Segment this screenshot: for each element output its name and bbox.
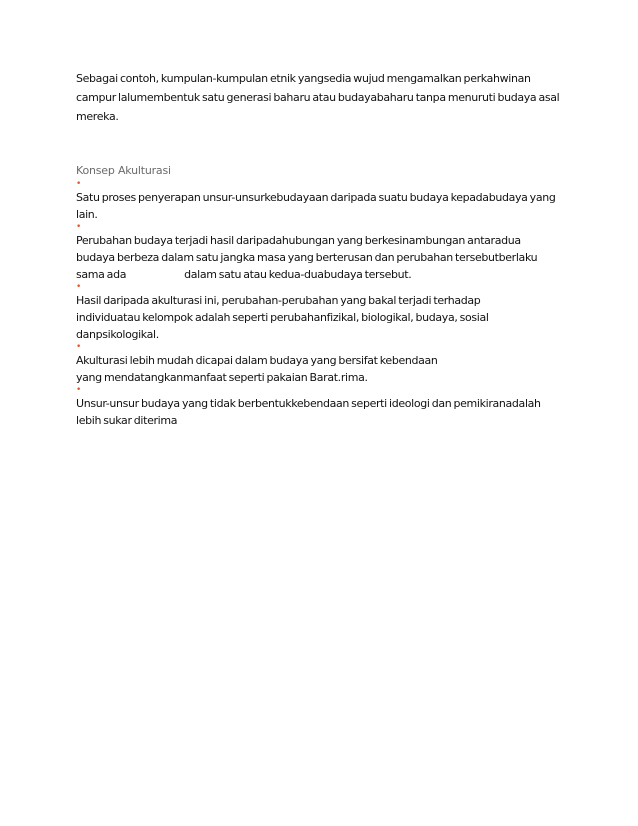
point-line: budaya berbeza dalam satu jangka masa yang berterusan dan perubahan tersebutberlaku bbox=[76, 251, 538, 264]
point-line: Hasil daripada akulturasi ini, perubahan-perubahan yang bakal terjadi terhadap bbox=[76, 294, 481, 307]
bullet-list bbox=[76, 180, 576, 429]
bullet-icon: • bbox=[76, 222, 82, 232]
point-line: individuatau kelompok adalah seperti perubahanfizikal, biologikal, budaya, sosial bbox=[76, 311, 489, 324]
list-item bbox=[76, 283, 576, 343]
point-line: yang mendatangkanmanfaat seperti pakaian Barat.rima. bbox=[76, 371, 368, 384]
bullet-icon: • bbox=[76, 385, 82, 395]
point-line: lebih sukar diterima bbox=[76, 414, 178, 427]
point-line: Satu proses penyerapan unsur-unsurkebudayaan daripada suatu budaya kepadabudaya yang bbox=[76, 191, 556, 204]
point-line: Unsur-unsur budaya yang tidak berbentukkebendaan seperti ideologi dan pemikiranadalah bbox=[76, 397, 541, 410]
point-line-end: dalam satu atau kedua-duabudaya tersebut. bbox=[184, 268, 412, 281]
list-item bbox=[76, 180, 576, 223]
intro-line: Sebagai contoh, kumpulan-kumpulan etnik yangsedia wujud mengamalkan perkahwinan bbox=[76, 72, 531, 85]
section-heading: Konsep Akulturasi bbox=[76, 164, 171, 177]
intro-paragraph bbox=[76, 69, 576, 126]
point-line-start: sama ada bbox=[76, 268, 127, 281]
point-line: Perubahan budaya terjadi hasil daripadahubungan yang berkesinambungan antaradua bbox=[76, 234, 521, 247]
bullet-icon: • bbox=[76, 179, 82, 189]
bullet-icon: • bbox=[76, 342, 82, 352]
point-line bbox=[76, 266, 576, 283]
list-item bbox=[76, 223, 576, 283]
list-item bbox=[76, 386, 576, 429]
intro-line: mereka. bbox=[76, 110, 119, 123]
point-line: danpsikologikal. bbox=[76, 328, 159, 341]
point-line: lain. bbox=[76, 208, 98, 221]
intro-line: campur lalumembentuk satu generasi baharu atau budayabaharu tanpa menuruti budaya asal bbox=[76, 91, 560, 104]
bullet-icon: • bbox=[76, 282, 82, 292]
document-page bbox=[76, 69, 576, 429]
point-line: Akulturasi lebih mudah dicapai dalam budaya yang bersifat kebendaan bbox=[76, 354, 438, 367]
list-item bbox=[76, 343, 576, 386]
